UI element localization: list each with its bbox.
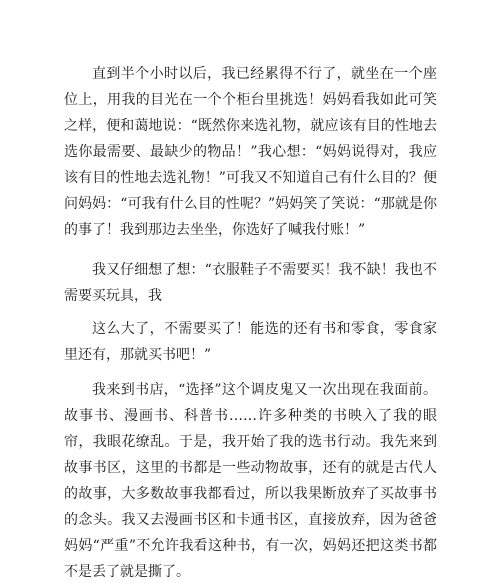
paragraph-3: 这么大了，不需要买了！能选的还有书和零食，零食家里还有，那就买书吧！”	[64, 321, 437, 363]
paragraph-1: 直到半个小时以后，我已经累得不行了，就坐在一个座位上，用我的目光在一个个柜台里挑选！妈妈看我如此可笑之样，便和蔼地说：“既然你来选礼物，就应该有目的性地去选你最需要、最缺少的物品！”我心想：“妈妈说得对，我应该有目的性地去选礼物！”可我又不知道自己有什么目的？便问妈妈：“可我有什么目的性呢？”妈妈笑了笑说：“那就是你的事了！我到那边去坐坐，你选好了喊我付账！”	[64, 66, 437, 238]
paragraph-4: 我来到书店，“选择”这个调皮鬼又一次出现在我面前。故事书、漫画书、科普书……许多种类的书映入了我的眼帘，我眼花缭乱。于是，我开始了我的选书行动。我先来到故事书区，这里的书都是一些动物故事，还有的就是古代人的故事，大多数故事我都看过，所以我果断放弃了买故事书的念头。我又去漫画书区和卡通书区，直接放弃，因为爸爸妈妈“严重”不允许我看这种书，有一次，妈妈还把这类书都不是丢了就是撕了。	[64, 382, 437, 580]
paragraph-2: 我又仔细想了想：“衣服鞋子不需要买！我不缺！我也不需要买玩具，我	[64, 262, 437, 304]
